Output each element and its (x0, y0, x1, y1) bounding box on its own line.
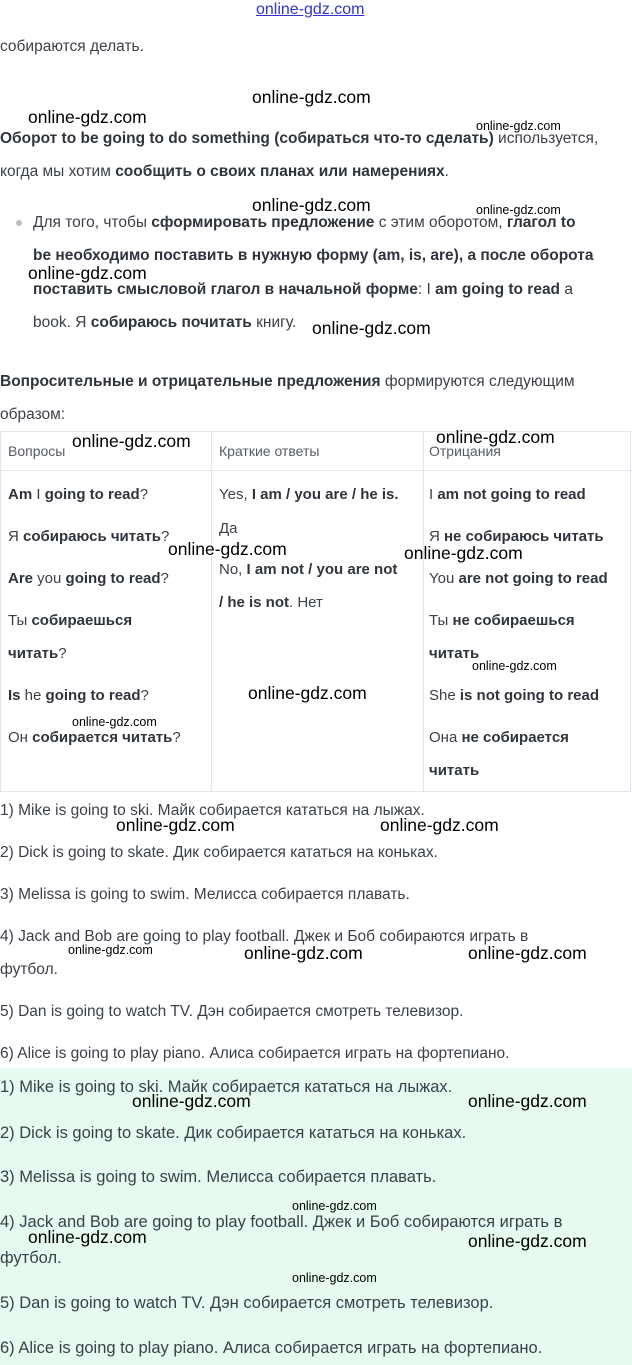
paragraph-questions-line1: Вопросительные и отрицательные предложения формируются следующим (0, 373, 575, 390)
intro-line: собираются делать. (0, 38, 144, 55)
question-cell: Ты собираешься (8, 612, 133, 629)
watermark: online-gdz.com (476, 119, 561, 133)
answer-cell: / he is not. Нет (219, 594, 323, 611)
question-cell: Я собираюсь читать? (8, 528, 170, 545)
watermark: online-gdz.com (252, 87, 371, 107)
watermark: online-gdz.com (28, 263, 147, 283)
watermark: online-gdz.com (28, 1227, 147, 1247)
watermark: online-gdz.com (72, 715, 157, 729)
watermark: online-gdz.com (68, 943, 153, 957)
answer-box-line: 6) Alice is going to play piano. Алиса собирается играть на фортепиано. (0, 1339, 543, 1357)
grammar-table (0, 431, 631, 792)
answer-box-line: 5) Dan is going to watch TV. Дэн собирается смотреть телевизор. (0, 1294, 494, 1312)
negation-cell: Она не собирается (429, 729, 569, 746)
column-questions (1, 432, 211, 791)
watermark: online-gdz.com (168, 539, 287, 559)
bullet-line4: book. Я собираюсь почитать книгу. (33, 314, 297, 331)
watermark: online-gdz.com (292, 1199, 377, 1213)
header-questions: Вопросы (1, 432, 211, 471)
watermark: online-gdz.com (244, 943, 363, 963)
paragraph-usage-line2: когда мы хотим сообщить о своих планах или намерениях. (0, 163, 449, 180)
bullet-line1: Для того, чтобы сформировать предложение с этим оборотом, глагол to (33, 214, 576, 231)
answer-line: 2) Dick is going to skate. Дик собирается кататься на коньках. (0, 844, 438, 861)
watermark: online-gdz.com (468, 943, 587, 963)
answer-cell: Да (219, 520, 238, 537)
bullet-line2: be необходимо поставить в нужную форму (am, is, are), а после оборота (33, 247, 594, 264)
watermark: online-gdz.com (468, 1231, 587, 1251)
answer-line: футбол. (0, 961, 58, 978)
watermark: online-gdz.com (116, 815, 235, 835)
negation-cell: You are not going to read (429, 570, 608, 587)
watermark: online-gdz.com (28, 107, 147, 127)
negation-cell: Ты не собираешься (429, 612, 575, 629)
column-negations (422, 432, 632, 791)
question-cell: читать? (8, 645, 67, 662)
watermark: online-gdz.com (380, 815, 499, 835)
negation-cell: читать (429, 762, 480, 779)
watermark: online-gdz.com (404, 543, 523, 563)
answer-box-line: 2) Dick is going to skate. Дик собирается кататься на коньках. (0, 1124, 467, 1142)
watermark: online-gdz.com (72, 431, 191, 451)
watermark: online-gdz.com (132, 1091, 251, 1111)
question-cell: Am I going to read? (8, 486, 149, 503)
answer-line: 5) Dan is going to watch TV. Дэн собирается смотреть телевизор. (0, 1003, 464, 1020)
watermark: online-gdz.com (248, 683, 367, 703)
answer-cell: Yes, I am / you are / he is. (219, 486, 399, 503)
watermark: online-gdz.com (292, 1271, 377, 1285)
negation-cell: I am not going to read (429, 486, 586, 503)
answer-cell: No, I am not / you are not (219, 561, 398, 578)
answer-box-line: 3) Melissa is going to swim. Мелисса собирается плавать. (0, 1168, 437, 1186)
bullet-line3: поставить смысловой глагол в начальной форме: I am going to read a (33, 281, 573, 298)
paragraph-questions-line2: образом: (0, 406, 66, 423)
answer-line: 1) Mike is going to ski. Майк собирается кататься на лыжах. (0, 802, 425, 819)
negation-cell: She is not going to read (429, 687, 600, 704)
watermark: online-gdz.com (472, 659, 557, 673)
column-short-answers (211, 432, 424, 791)
question-cell: Is he going to read? (8, 687, 149, 704)
watermark: online-gdz.com (312, 318, 431, 338)
question-cell: Он собирается читать? (8, 729, 181, 746)
answer-box-line: 1) Mike is going to ski. Майк собирается кататься на лыжах. (0, 1078, 453, 1096)
answer-box-line: футбол. (0, 1249, 62, 1267)
answer-line: 3) Melissa is going to swim. Мелисса собирается плавать. (0, 886, 410, 903)
site-link[interactable]: online-gdz.com (256, 1, 365, 18)
answer-line: 6) Alice is going to play piano. Алиса собирается играть на фортепиано. (0, 1045, 510, 1062)
bullet-dot (16, 220, 22, 226)
watermark: online-gdz.com (436, 427, 555, 447)
negation-cell: читать (429, 645, 480, 662)
negation-cell: Я не собираюсь читать (429, 528, 604, 545)
answer-box-line: 4) Jack and Bob are going to play football. Джек и Боб собираются играть в (0, 1213, 563, 1231)
paragraph-usage-line1: Оборот to be going to do something (собираться что-то сделать) используется, (0, 130, 599, 147)
watermark: online-gdz.com (476, 203, 561, 217)
watermark: online-gdz.com (252, 195, 371, 215)
watermark: online-gdz.com (468, 1091, 587, 1111)
answer-line: 4) Jack and Bob are going to play football. Джек и Боб собираются играть в (0, 928, 529, 945)
header-negations: Отрицания (422, 432, 632, 471)
header-short-answers: Краткие ответы (212, 432, 423, 471)
question-cell: Are you going to read? (8, 570, 169, 587)
